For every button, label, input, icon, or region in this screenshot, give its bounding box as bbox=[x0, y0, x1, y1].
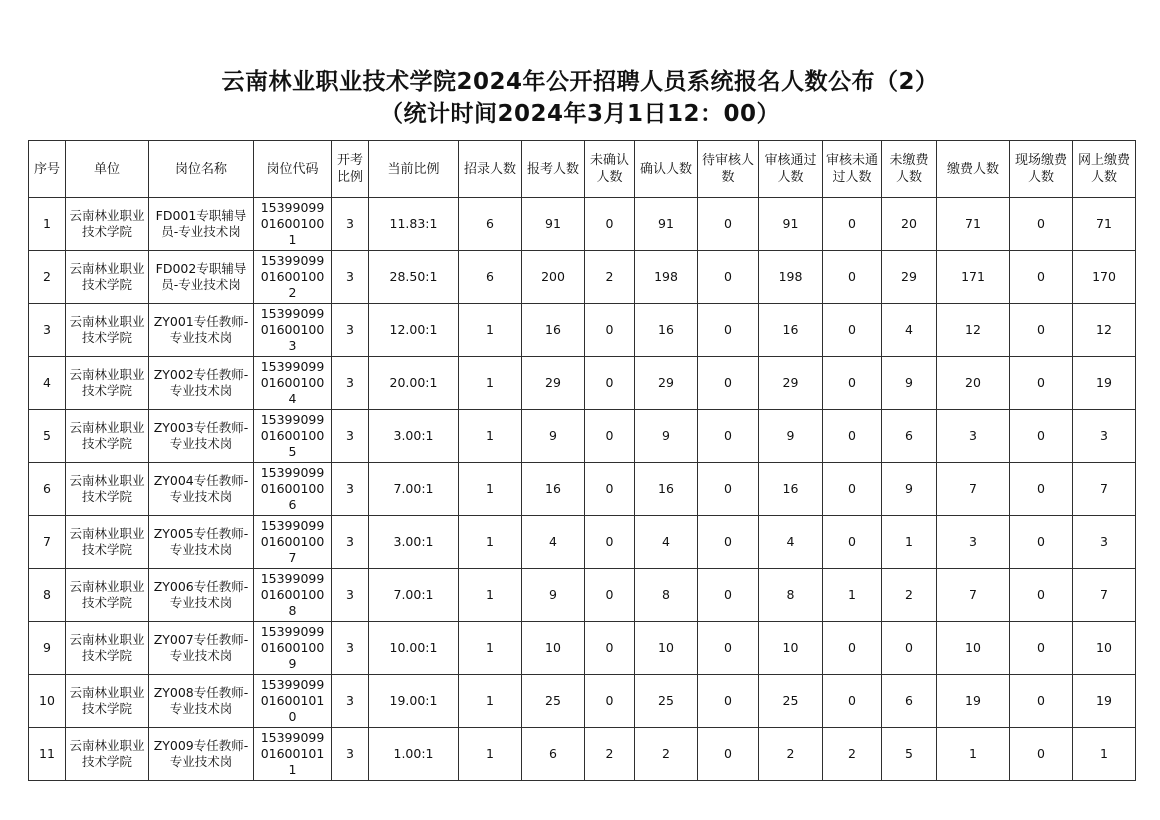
table-cell: ZY008专任教师-专业技术岗 bbox=[149, 675, 254, 728]
table-row bbox=[29, 675, 1136, 728]
table-cell: 16 bbox=[635, 304, 698, 357]
table-cell: 1 bbox=[1073, 728, 1136, 781]
table-cell: 云南林业职业技术学院 bbox=[66, 198, 149, 251]
table-cell: 云南林业职业技术学院 bbox=[66, 410, 149, 463]
table-cell: 12.00:1 bbox=[369, 304, 459, 357]
table-cell: 云南林业职业技术学院 bbox=[66, 675, 149, 728]
table-cell: 15399099016001006 bbox=[254, 463, 332, 516]
table-cell: 29 bbox=[635, 357, 698, 410]
table-cell: 0 bbox=[823, 622, 882, 675]
table-cell: 云南林业职业技术学院 bbox=[66, 251, 149, 304]
table-cell: 9 bbox=[882, 357, 937, 410]
table-cell: 25 bbox=[635, 675, 698, 728]
table-cell: 0 bbox=[1010, 304, 1073, 357]
table-cell: 3 bbox=[332, 516, 369, 569]
table-cell: 3 bbox=[332, 304, 369, 357]
table-cell: 1 bbox=[459, 357, 522, 410]
table-row bbox=[29, 304, 1136, 357]
table-cell: 1 bbox=[823, 569, 882, 622]
table-cell: 29 bbox=[759, 357, 823, 410]
table-cell: 3 bbox=[937, 516, 1010, 569]
table-cell: 3 bbox=[332, 251, 369, 304]
table-cell: 3 bbox=[29, 304, 66, 357]
table-cell: 11 bbox=[29, 728, 66, 781]
table-cell: 15399099016001011 bbox=[254, 728, 332, 781]
header-cell: 单位 bbox=[66, 141, 149, 198]
table-cell: 28.50:1 bbox=[369, 251, 459, 304]
header-cell: 招录人数 bbox=[459, 141, 522, 198]
table-cell: 71 bbox=[1073, 198, 1136, 251]
table-cell: 0 bbox=[823, 198, 882, 251]
table-cell: 5 bbox=[29, 410, 66, 463]
table-cell: 0 bbox=[585, 675, 635, 728]
table-cell: 198 bbox=[759, 251, 823, 304]
table-row bbox=[29, 728, 1136, 781]
header-cell: 审核未通过人数 bbox=[823, 141, 882, 198]
table-cell: 3 bbox=[1073, 410, 1136, 463]
table-cell: 10 bbox=[937, 622, 1010, 675]
table-cell: 12 bbox=[937, 304, 1010, 357]
table-cell: 0 bbox=[585, 198, 635, 251]
table-cell: 1 bbox=[459, 622, 522, 675]
table-cell: 15399099016001003 bbox=[254, 304, 332, 357]
table-cell: 3 bbox=[332, 728, 369, 781]
table-cell: 0 bbox=[698, 675, 759, 728]
table-cell: 19 bbox=[1073, 357, 1136, 410]
table-cell: 云南林业职业技术学院 bbox=[66, 304, 149, 357]
table-cell: 4 bbox=[29, 357, 66, 410]
table-cell: 3 bbox=[332, 463, 369, 516]
table-cell: 29 bbox=[882, 251, 937, 304]
table-cell: 91 bbox=[759, 198, 823, 251]
table-cell: 8 bbox=[635, 569, 698, 622]
table-cell: 0 bbox=[823, 516, 882, 569]
table-row bbox=[29, 251, 1136, 304]
header-cell: 报考人数 bbox=[522, 141, 585, 198]
table-cell: 云南林业职业技术学院 bbox=[66, 728, 149, 781]
table-row bbox=[29, 463, 1136, 516]
header-cell: 未缴费人数 bbox=[882, 141, 937, 198]
table-cell: 0 bbox=[1010, 516, 1073, 569]
table-cell: 0 bbox=[585, 622, 635, 675]
table-cell: 15399099016001002 bbox=[254, 251, 332, 304]
table-cell: 6 bbox=[522, 728, 585, 781]
table-cell: ZY001专任教师-专业技术岗 bbox=[149, 304, 254, 357]
header-cell: 待审核人数 bbox=[698, 141, 759, 198]
table-cell: 29 bbox=[522, 357, 585, 410]
table-cell: 10 bbox=[759, 622, 823, 675]
table-cell: 11.83:1 bbox=[369, 198, 459, 251]
table-cell: 1 bbox=[459, 675, 522, 728]
table-cell: 20.00:1 bbox=[369, 357, 459, 410]
table-cell: 云南林业职业技术学院 bbox=[66, 463, 149, 516]
table-cell: 1 bbox=[29, 198, 66, 251]
table-cell: 9 bbox=[882, 463, 937, 516]
table-cell: 4 bbox=[635, 516, 698, 569]
table-cell: 7 bbox=[29, 516, 66, 569]
table-cell: 0 bbox=[698, 304, 759, 357]
table-cell: 0 bbox=[585, 569, 635, 622]
table-cell: 9 bbox=[522, 410, 585, 463]
table-row bbox=[29, 569, 1136, 622]
recruitment-stats-table bbox=[28, 140, 1136, 781]
table-cell: 0 bbox=[1010, 622, 1073, 675]
table-cell: 0 bbox=[698, 569, 759, 622]
header-cell: 现场缴费人数 bbox=[1010, 141, 1073, 198]
table-cell: ZY006专任教师-专业技术岗 bbox=[149, 569, 254, 622]
table-cell: 0 bbox=[698, 410, 759, 463]
table-cell: 10 bbox=[29, 675, 66, 728]
table-cell: 7 bbox=[937, 569, 1010, 622]
table-cell: 15399099016001008 bbox=[254, 569, 332, 622]
table-cell: 1 bbox=[459, 410, 522, 463]
table-cell: 1 bbox=[937, 728, 1010, 781]
header-cell: 当前比例 bbox=[369, 141, 459, 198]
table-cell: 10 bbox=[635, 622, 698, 675]
table-cell: 6 bbox=[29, 463, 66, 516]
table-cell: 25 bbox=[759, 675, 823, 728]
table-cell: 0 bbox=[585, 463, 635, 516]
table-row bbox=[29, 622, 1136, 675]
table-cell: 6 bbox=[459, 198, 522, 251]
table-cell: 0 bbox=[698, 516, 759, 569]
table-cell: 2 bbox=[823, 728, 882, 781]
header-cell: 缴费人数 bbox=[937, 141, 1010, 198]
page-title: 云南林业职业技术学院2024年公开招聘人员系统报名人数公布（2） bbox=[221, 69, 939, 95]
header-row bbox=[29, 141, 1136, 198]
table-cell: 12 bbox=[1073, 304, 1136, 357]
table-cell: 9 bbox=[759, 410, 823, 463]
table-cell: 8 bbox=[29, 569, 66, 622]
header-cell: 网上缴费人数 bbox=[1073, 141, 1136, 198]
table-cell: 0 bbox=[1010, 463, 1073, 516]
table-cell: 2 bbox=[585, 728, 635, 781]
table-cell: 0 bbox=[698, 463, 759, 516]
table-cell: 3 bbox=[332, 569, 369, 622]
table-cell: 3 bbox=[937, 410, 1010, 463]
table-cell: 10 bbox=[522, 622, 585, 675]
table-cell: 16 bbox=[759, 304, 823, 357]
table-cell: 15399099016001004 bbox=[254, 357, 332, 410]
table-body bbox=[29, 198, 1136, 781]
table-cell: 16 bbox=[522, 304, 585, 357]
table-cell: 15399099016001001 bbox=[254, 198, 332, 251]
table-cell: ZY007专任教师-专业技术岗 bbox=[149, 622, 254, 675]
table-cell: 2 bbox=[585, 251, 635, 304]
table-cell: 云南林业职业技术学院 bbox=[66, 569, 149, 622]
table-cell: 0 bbox=[823, 357, 882, 410]
table-cell: 7 bbox=[1073, 463, 1136, 516]
table-cell: 3 bbox=[332, 410, 369, 463]
table-cell: 20 bbox=[882, 198, 937, 251]
table-cell: 19 bbox=[1073, 675, 1136, 728]
table-cell: 16 bbox=[522, 463, 585, 516]
table-cell: 8 bbox=[759, 569, 823, 622]
table-cell: 6 bbox=[459, 251, 522, 304]
header-cell: 开考比例 bbox=[332, 141, 369, 198]
table-cell: 3.00:1 bbox=[369, 516, 459, 569]
table-cell: 2 bbox=[759, 728, 823, 781]
table-cell: 3 bbox=[332, 198, 369, 251]
table-cell: 0 bbox=[823, 251, 882, 304]
table-cell: 1 bbox=[459, 463, 522, 516]
table-cell: 198 bbox=[635, 251, 698, 304]
table-cell: 15399099016001005 bbox=[254, 410, 332, 463]
table-cell: 1 bbox=[882, 516, 937, 569]
table-row bbox=[29, 410, 1136, 463]
table-cell: 200 bbox=[522, 251, 585, 304]
table-cell: 10.00:1 bbox=[369, 622, 459, 675]
page-subtitle: （统计时间2024年3月1日12：00） bbox=[379, 101, 781, 127]
header-cell: 未确认人数 bbox=[585, 141, 635, 198]
table-cell: 0 bbox=[585, 410, 635, 463]
table-cell: ZY009专任教师-专业技术岗 bbox=[149, 728, 254, 781]
table-cell: 15399099016001010 bbox=[254, 675, 332, 728]
table-cell: 1 bbox=[459, 569, 522, 622]
table-cell: 0 bbox=[1010, 410, 1073, 463]
table-cell: 9 bbox=[522, 569, 585, 622]
table-cell: 91 bbox=[522, 198, 585, 251]
table-cell: 4 bbox=[522, 516, 585, 569]
table-row bbox=[29, 516, 1136, 569]
table-cell: 0 bbox=[585, 516, 635, 569]
table-cell: 0 bbox=[823, 675, 882, 728]
table-cell: 171 bbox=[937, 251, 1010, 304]
table-cell: 1 bbox=[459, 304, 522, 357]
table-cell: 16 bbox=[759, 463, 823, 516]
table-cell: 0 bbox=[882, 622, 937, 675]
table-cell: 0 bbox=[1010, 569, 1073, 622]
table-cell: 0 bbox=[1010, 728, 1073, 781]
table-cell: 云南林业职业技术学院 bbox=[66, 357, 149, 410]
header-cell: 岗位名称 bbox=[149, 141, 254, 198]
table-cell: 7.00:1 bbox=[369, 569, 459, 622]
table-cell: 6 bbox=[882, 675, 937, 728]
table-cell: 1 bbox=[459, 516, 522, 569]
table-cell: 云南林业职业技术学院 bbox=[66, 622, 149, 675]
table-cell: 3 bbox=[332, 675, 369, 728]
table-cell: 170 bbox=[1073, 251, 1136, 304]
table-cell: 6 bbox=[882, 410, 937, 463]
table-cell: 10 bbox=[1073, 622, 1136, 675]
table-cell: 1.00:1 bbox=[369, 728, 459, 781]
table-cell: 0 bbox=[1010, 251, 1073, 304]
header-cell: 岗位代码 bbox=[254, 141, 332, 198]
table-cell: ZY005专任教师-专业技术岗 bbox=[149, 516, 254, 569]
table-row bbox=[29, 198, 1136, 251]
table-cell: 20 bbox=[937, 357, 1010, 410]
table-cell: 5 bbox=[882, 728, 937, 781]
table-cell: 15399099016001007 bbox=[254, 516, 332, 569]
table-cell: ZY004专任教师-专业技术岗 bbox=[149, 463, 254, 516]
table-cell: 9 bbox=[29, 622, 66, 675]
table-cell: 0 bbox=[823, 463, 882, 516]
table-cell: 0 bbox=[823, 410, 882, 463]
table-row bbox=[29, 357, 1136, 410]
table-cell: 19.00:1 bbox=[369, 675, 459, 728]
table-cell: 16 bbox=[635, 463, 698, 516]
table-cell: 0 bbox=[698, 622, 759, 675]
table-cell: 1 bbox=[459, 728, 522, 781]
table-cell: 3 bbox=[1073, 516, 1136, 569]
table-cell: 0 bbox=[1010, 675, 1073, 728]
table-cell: 0 bbox=[698, 251, 759, 304]
table-cell: 9 bbox=[635, 410, 698, 463]
table-cell: 25 bbox=[522, 675, 585, 728]
header-cell: 审核通过人数 bbox=[759, 141, 823, 198]
table-cell: 91 bbox=[635, 198, 698, 251]
table-cell: 3 bbox=[332, 357, 369, 410]
table-cell: 0 bbox=[1010, 198, 1073, 251]
header-cell: 序号 bbox=[29, 141, 66, 198]
table-cell: 2 bbox=[29, 251, 66, 304]
table-cell: 2 bbox=[882, 569, 937, 622]
table-cell: 19 bbox=[937, 675, 1010, 728]
table-cell: 云南林业职业技术学院 bbox=[66, 516, 149, 569]
table-cell: FD001专职辅导员-专业技术岗 bbox=[149, 198, 254, 251]
table-cell: 3 bbox=[332, 622, 369, 675]
table-cell: 0 bbox=[698, 357, 759, 410]
table-cell: 0 bbox=[585, 304, 635, 357]
table-cell: FD002专职辅导员-专业技术岗 bbox=[149, 251, 254, 304]
table-cell: 2 bbox=[635, 728, 698, 781]
table-cell: 0 bbox=[585, 357, 635, 410]
table-cell: 3.00:1 bbox=[369, 410, 459, 463]
table-cell: 7 bbox=[937, 463, 1010, 516]
header-cell: 确认人数 bbox=[635, 141, 698, 198]
table-cell: 0 bbox=[698, 728, 759, 781]
table-cell: 15399099016001009 bbox=[254, 622, 332, 675]
table-cell: 4 bbox=[759, 516, 823, 569]
table-cell: 0 bbox=[1010, 357, 1073, 410]
table-cell: 7.00:1 bbox=[369, 463, 459, 516]
table-cell: 71 bbox=[937, 198, 1010, 251]
table-cell: 7 bbox=[1073, 569, 1136, 622]
table-cell: 0 bbox=[823, 304, 882, 357]
table-cell: ZY003专任教师-专业技术岗 bbox=[149, 410, 254, 463]
table-cell: 4 bbox=[882, 304, 937, 357]
table-header bbox=[29, 141, 1136, 198]
title-block bbox=[0, 66, 1160, 130]
table-cell: ZY002专任教师-专业技术岗 bbox=[149, 357, 254, 410]
table-cell: 0 bbox=[698, 198, 759, 251]
